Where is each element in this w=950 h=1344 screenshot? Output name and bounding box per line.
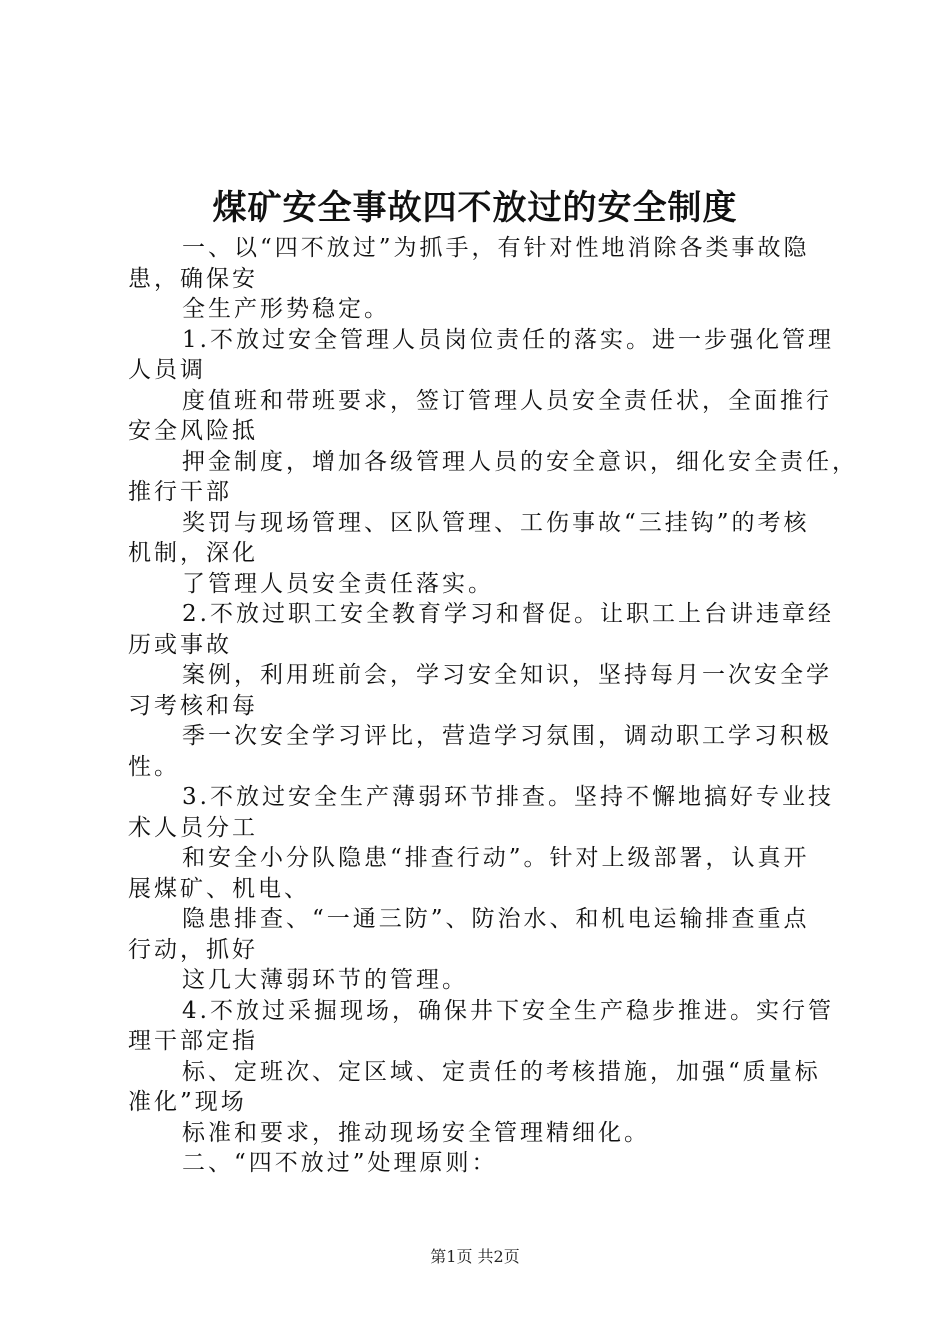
text-line: 历或事故 — [128, 631, 232, 658]
text-line: 全生产形势稳定。 — [182, 296, 390, 322]
text-line: 隐患排查、“一通三防”、防治水、和机电运输排查重点 — [182, 906, 810, 932]
document-body — [128, 233, 858, 1179]
text-line: 推行干部 — [128, 479, 232, 505]
text-line: 理干部定指 — [128, 1028, 258, 1054]
page-number: 第1页 共2页 — [430, 1247, 520, 1266]
text-line: 标、定班次、定区域、定责任的考核措施，加强“质量标 — [182, 1058, 821, 1085]
text-line: 行动，抓好 — [128, 936, 258, 963]
text-line: 了管理人员安全责任落实。 — [182, 570, 494, 597]
text-line: 2.不放过职工安全教育学习和督促。让职工上台讲违章经 — [182, 601, 834, 627]
text-line: 准化”现场 — [128, 1089, 247, 1115]
text-line: 案例，利用班前会，学习安全知识，坚持每月一次安全学 — [182, 662, 832, 688]
text-line: 展煤矿、机电、 — [128, 875, 310, 902]
text-line: 这几大薄弱环节的管理。 — [182, 967, 468, 993]
text-line: 人员调 — [128, 357, 206, 383]
document-title: 煤矿安全事故四不放过的安全制度 — [212, 188, 738, 228]
text-line: 安全风险抵 — [128, 418, 258, 444]
text-line: 4.不放过采掘现场，确保井下安全生产稳步推进。实行管 — [182, 997, 834, 1024]
text-line: 机制，深化 — [128, 540, 258, 566]
text-line: 奖罚与现场管理、区队管理、工伤事故“三挂钩”的考核 — [182, 509, 810, 536]
text-line: 一、以“四不放过”为抓手，有针对性地消除各类事故隐 — [182, 235, 810, 261]
text-line: 标准和要求，推动现场安全管理精细化。 — [182, 1119, 650, 1146]
text-line: 季一次安全学习评比，营造学习氛围，调动职工学习积极 — [182, 723, 832, 749]
text-line: 度值班和带班要求，签订管理人员安全责任状，全面推行 — [182, 387, 832, 414]
text-line: 3.不放过安全生产薄弱环节排查。坚持不懈地搞好专业技 — [182, 784, 834, 810]
text-line: 押金制度，增加各级管理人员的安全意识，细化安全责任， — [182, 448, 858, 475]
text-line: 术人员分工 — [128, 814, 258, 841]
text-line: 和安全小分队隐患“排查行动”。针对上级部署，认真开 — [182, 845, 810, 871]
text-line: 二、“四不放过”处理原则： — [182, 1150, 498, 1176]
text-line: 性。 — [128, 753, 180, 780]
text-line: 1.不放过安全管理人员岗位责任的落实。进一步强化管理 — [182, 326, 834, 353]
text-line: 患，确保安 — [128, 265, 258, 292]
text-line: 习考核和每 — [128, 692, 258, 719]
